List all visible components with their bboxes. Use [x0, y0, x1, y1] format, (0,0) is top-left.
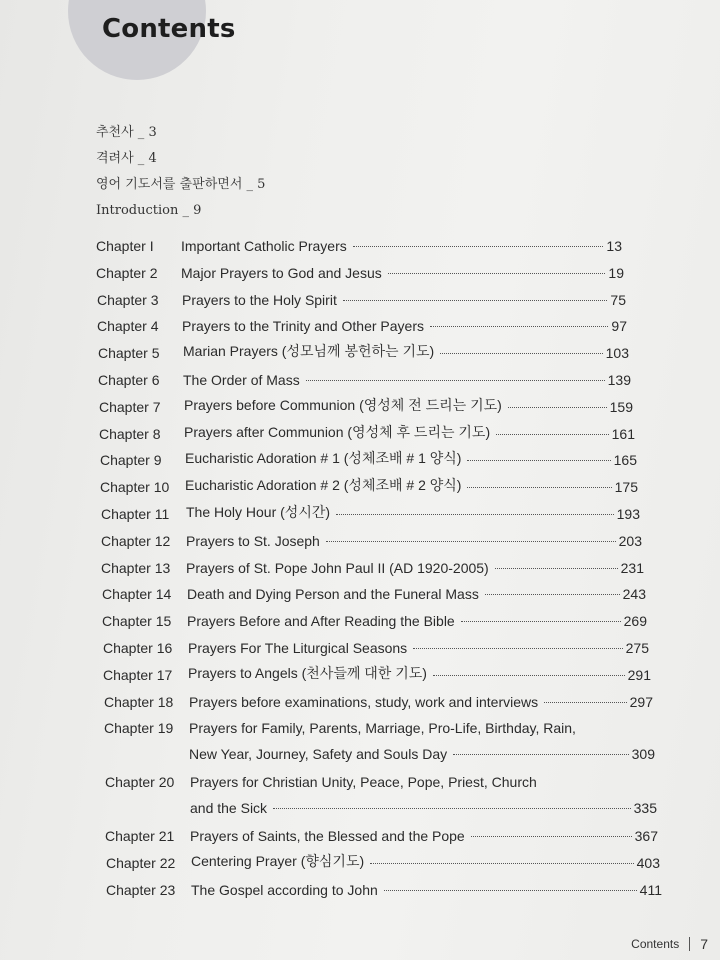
- dot-leader: [388, 273, 606, 274]
- toc-entry-row: [103, 630, 649, 656]
- toc-entry: [103, 657, 651, 683]
- toc-entry-row: [104, 710, 655, 736]
- chapter-title: Prayers after Communion (영성체 후 드리는 기도): [184, 423, 491, 440]
- chapter-title: Prayers Before and After Reading the Bible: [187, 613, 455, 630]
- dot-leader: [273, 808, 631, 809]
- dot-leader: [495, 568, 618, 569]
- dot-leader: [433, 675, 625, 676]
- toc-entry-row: [105, 818, 658, 844]
- chapter-title: Prayers of St. Pope John Paul II (AD 1920-2005): [186, 559, 489, 576]
- running-title: Contents: [631, 937, 680, 951]
- chapter-title: Prayers before Communion (영성체 전 드리는 기도): [184, 396, 502, 413]
- chapter-page-number: 19: [608, 264, 624, 281]
- front-matter-item: 영어 기도서를 출판하면서 _ 5: [96, 177, 266, 192]
- toc-entry-row: [104, 684, 653, 710]
- toc-entry-row: [106, 872, 662, 898]
- chapter-title: Prayers before examinations, study, work and interviews: [189, 693, 539, 710]
- dot-leader: [353, 246, 604, 247]
- dot-leader: [508, 407, 607, 408]
- toc-entry: [105, 818, 658, 844]
- chapter-label: Chapter 8: [99, 425, 161, 442]
- toc-entry: [102, 603, 647, 629]
- toc-entry: [101, 496, 640, 522]
- toc-entry-row: [96, 228, 622, 254]
- toc-entry-row: [96, 255, 624, 281]
- chapter-label: Chapter 3: [97, 291, 159, 308]
- toc-entry: [104, 710, 655, 762]
- dot-leader: [306, 380, 605, 381]
- toc-entry: [99, 416, 635, 442]
- toc-entry: [100, 469, 638, 495]
- chapter-label: Chapter 4: [97, 318, 159, 335]
- chapter-label: Chapter 15: [102, 613, 172, 630]
- toc-entry: [106, 872, 662, 898]
- chapter-page-number: 291: [627, 666, 651, 683]
- chapter-page-number: 203: [618, 532, 642, 549]
- chapter-page-number: 403: [636, 855, 660, 872]
- toc-entry: [98, 362, 631, 388]
- chapter-page-number: 161: [611, 425, 635, 442]
- toc-entry-row: [97, 282, 626, 308]
- chapter-label: Chapter 21: [105, 828, 175, 845]
- chapter-title: Prayers to St. Joseph: [186, 532, 320, 549]
- toc-entry: [96, 228, 622, 254]
- chapter-label: Chapter 11: [101, 506, 170, 522]
- page-footer: [631, 936, 708, 952]
- chapter-label: Chapter 12: [101, 532, 171, 549]
- chapter-title: Prayers of Saints, the Blessed and the Pope: [190, 828, 465, 845]
- toc-entry: [105, 764, 657, 816]
- toc-entry: [97, 308, 627, 334]
- chapter-title: Death and Dying Person and the Funeral Mass: [187, 586, 479, 603]
- chapter-title-continuation: New Year, Journey, Safety and Souls Day: [189, 746, 448, 763]
- chapter-title: Major Prayers to God and Jesus: [181, 264, 382, 281]
- chapter-label: Chapter 2: [96, 264, 158, 281]
- chapter-title: The Order of Mass: [183, 372, 300, 388]
- page-title: Contents: [102, 14, 236, 44]
- chapter-page-number: 297: [629, 693, 653, 710]
- chapter-page-number: 269: [623, 613, 647, 630]
- chapter-label: Chapter 17: [103, 666, 173, 683]
- chapter-page-number: 411: [639, 882, 662, 898]
- front-matter-item: Introduction _ 9: [96, 203, 202, 218]
- toc-entry: [100, 442, 637, 468]
- front-matter-item: 추천사 _ 3: [96, 125, 157, 140]
- toc-entry-row: [102, 576, 646, 602]
- toc-entry-row: [101, 496, 640, 522]
- chapter-label: Chapter I: [96, 238, 154, 254]
- toc-entry: [98, 335, 629, 361]
- chapter-page-number: 97: [611, 318, 627, 335]
- dot-leader: [413, 648, 622, 649]
- toc-entry-row: [98, 335, 629, 361]
- toc-entry: [101, 550, 644, 576]
- chapter-title: Prayers for Family, Parents, Marriage, Pro-Life, Birthday, Rain,: [189, 720, 576, 737]
- chapter-label: Chapter 18: [104, 693, 174, 710]
- dot-leader: [467, 487, 611, 488]
- toc-entry-row: [99, 416, 635, 442]
- chapter-page-number: 367: [634, 828, 658, 845]
- chapter-label: Chapter 22: [106, 855, 176, 872]
- toc-entry-row: [97, 308, 627, 334]
- toc-entry-row: [99, 389, 633, 415]
- dot-leader: [384, 890, 637, 891]
- dot-leader: [343, 300, 608, 301]
- toc-entry: [96, 255, 624, 281]
- dot-leader: [370, 863, 634, 864]
- chapter-title: The Holy Hour (성시간): [186, 504, 331, 520]
- dot-leader: [440, 353, 602, 354]
- chapter-title: Prayers to Angels (천사들께 대한 기도): [188, 664, 427, 681]
- chapter-page-number: 335: [633, 800, 657, 817]
- chapter-label: Chapter 19: [104, 720, 174, 737]
- chapter-title: Prayers to the Trinity and Other Payers: [182, 318, 424, 335]
- chapter-label: Chapter 9: [100, 452, 162, 469]
- toc-entry-row: [103, 657, 651, 683]
- chapter-label: Chapter 14: [102, 586, 172, 603]
- chapter-label: Chapter 23: [106, 882, 176, 898]
- toc-entry-row: [101, 523, 642, 549]
- toc-entry: [106, 845, 660, 871]
- chapter-title: Prayers For The Liturgical Seasons: [188, 640, 408, 656]
- toc-entry-row: [100, 442, 637, 468]
- chapter-label: Chapter 7: [99, 398, 161, 415]
- dot-leader: [461, 621, 621, 622]
- toc-entry: [103, 630, 649, 656]
- chapter-title: The Gospel according to John: [191, 882, 378, 898]
- dot-leader: [467, 460, 610, 461]
- chapter-page-number: 159: [609, 398, 633, 415]
- dot-leader: [496, 434, 609, 435]
- toc-entry-row: [98, 362, 631, 388]
- toc-entry: [104, 684, 653, 710]
- chapter-page-number: 75: [610, 291, 626, 308]
- toc-entry: [97, 282, 626, 308]
- chapter-title-continuation: and the Sick: [190, 800, 268, 817]
- chapter-title: Marian Prayers (성모님께 봉헌하는 기도): [183, 343, 435, 360]
- toc-entry-row: [101, 550, 644, 576]
- toc-entry: [99, 389, 633, 415]
- dot-leader: [453, 754, 629, 755]
- front-matter-item: 격려사 _ 4: [96, 151, 157, 166]
- toc-entry-row: [106, 845, 660, 871]
- toc-entry-continuation-row: [105, 790, 657, 816]
- chapter-label: Chapter 16: [103, 640, 173, 656]
- chapter-label: Chapter 6: [98, 372, 160, 388]
- toc-entry-row: [102, 603, 647, 629]
- chapter-title: Centering Prayer (향심기도): [191, 853, 365, 870]
- chapter-page-number: 231: [620, 559, 644, 576]
- chapter-title: Eucharistic Adoration # 2 (성체조배 # 2 양식): [185, 477, 462, 494]
- chapter-title: Eucharistic Adoration # 1 (성체조배 # 1 양식): [185, 450, 462, 467]
- chapter-page-number: 243: [622, 586, 646, 603]
- dot-leader: [485, 594, 620, 595]
- chapter-title: Prayers for Christian Unity, Peace, Pope, Priest, Church: [190, 774, 537, 791]
- chapter-label: Chapter 20: [105, 774, 175, 791]
- toc-entry: [101, 523, 642, 549]
- chapter-label: Chapter 5: [98, 345, 160, 362]
- chapter-page-number: 139: [607, 372, 631, 388]
- chapter-page-number: 275: [625, 640, 649, 656]
- chapter-title: Prayers to the Holy Spirit: [182, 291, 337, 308]
- chapter-label: Chapter 10: [100, 479, 170, 496]
- toc-entry-row: [100, 469, 638, 495]
- chapter-page-number: 193: [616, 506, 640, 522]
- chapter-page-number: 309: [631, 746, 655, 763]
- chapter-page-number: 13: [606, 238, 622, 254]
- dot-leader: [430, 326, 608, 327]
- page-number: 7: [700, 936, 708, 952]
- chapter-page-number: 165: [613, 452, 637, 469]
- dot-leader: [326, 541, 616, 542]
- toc-entry-row: [105, 764, 657, 790]
- dot-leader: [471, 836, 632, 837]
- dot-leader: [544, 702, 627, 703]
- chapter-page-number: 175: [614, 479, 638, 496]
- toc-entry: [102, 576, 646, 602]
- chapter-title: Important Catholic Prayers: [181, 238, 347, 254]
- dot-leader: [336, 514, 614, 515]
- chapter-page-number: 103: [605, 345, 629, 362]
- toc-entry-continuation-row: [104, 736, 655, 762]
- chapter-label: Chapter 13: [101, 559, 171, 576]
- footer-divider: [689, 937, 690, 951]
